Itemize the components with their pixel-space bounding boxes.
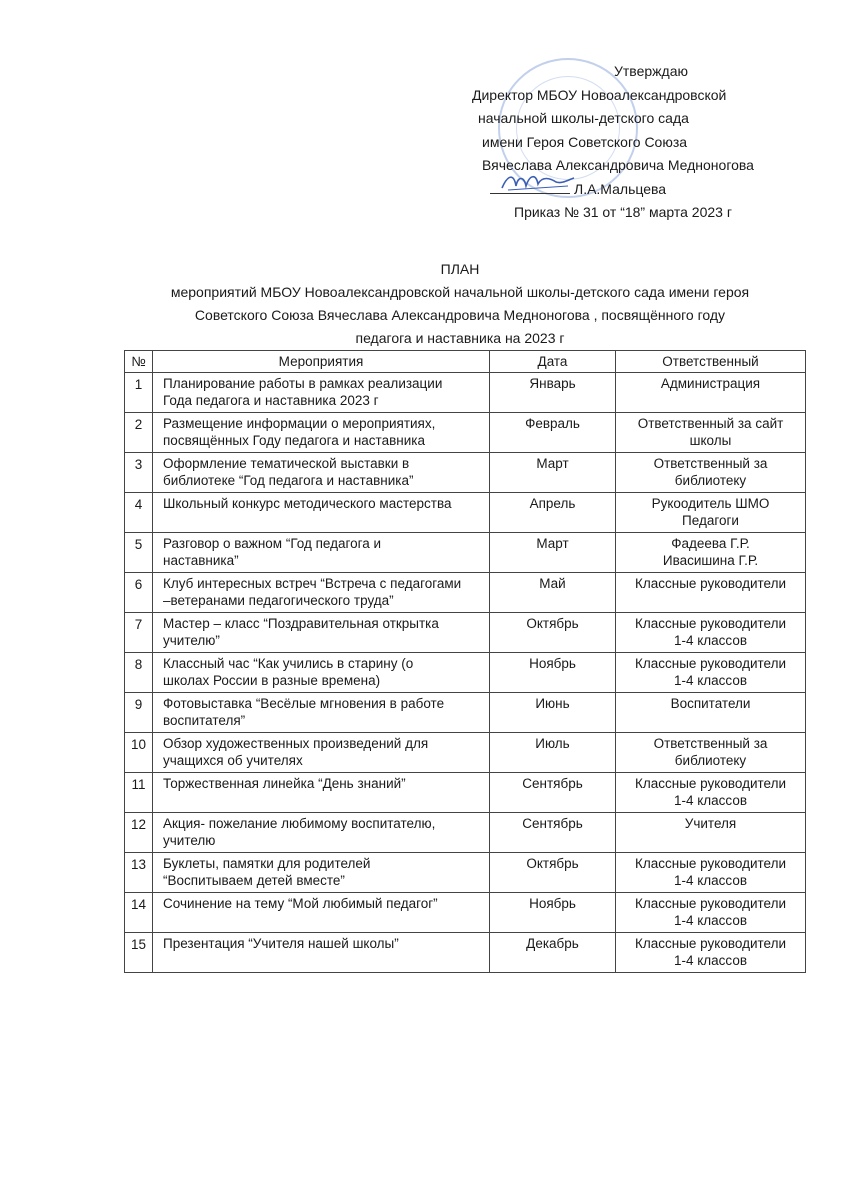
row-responsible: Классные руководители 1-4 классов — [616, 933, 806, 973]
row-number: 6 — [125, 573, 153, 613]
row-date: Декабрь — [490, 933, 616, 973]
row-number: 14 — [125, 893, 153, 933]
table-row — [125, 813, 806, 853]
table-row — [125, 893, 806, 933]
row-date: Январь — [490, 373, 616, 413]
heading-line-3: Советского Союза Вячеслава Александровича Медноногова , посвящённого году — [194, 307, 726, 323]
row-event: Обзор художественных произведений для учащихся об учителях — [153, 733, 490, 773]
row-number: 8 — [125, 653, 153, 693]
table-row — [125, 573, 806, 613]
approval-order: Приказ № 31 от “18” марта 2023 г — [514, 204, 732, 220]
row-responsible: Ответственный за сайт школы — [616, 413, 806, 453]
header-responsible: Ответственный — [616, 351, 806, 373]
row-number: 7 — [125, 613, 153, 653]
row-responsible: Классные руководители — [616, 573, 806, 613]
row-responsible: Воспитатели — [616, 693, 806, 733]
row-event: Оформление тематической выставки в библиотеке “Год педагога и наставника” — [153, 453, 490, 493]
row-number: 9 — [125, 693, 153, 733]
row-number: 10 — [125, 733, 153, 773]
row-date: Октябрь — [490, 853, 616, 893]
row-event: Школьный конкурс методического мастерства — [153, 493, 490, 533]
header-event: Мероприятия — [153, 351, 490, 373]
row-date: Май — [490, 573, 616, 613]
page-title: ПЛАН — [440, 261, 480, 277]
table-header-row — [125, 351, 806, 373]
table-row — [125, 413, 806, 453]
row-number: 3 — [125, 453, 153, 493]
row-number: 13 — [125, 853, 153, 893]
row-number: 2 — [125, 413, 153, 453]
table-row — [125, 933, 806, 973]
table-row — [125, 613, 806, 653]
approval-school-name-cont: Вячеслава Александровича Медноногова — [482, 157, 754, 173]
row-responsible: Классные руководители 1-4 классов — [616, 773, 806, 813]
row-event: Акция- пожелание любимому воспитателю, учителю — [153, 813, 490, 853]
row-date: Октябрь — [490, 613, 616, 653]
table-row — [125, 853, 806, 893]
row-event: Размещение информации о мероприятиях, посвящённых Году педагога и наставника — [153, 413, 490, 453]
header-date: Дата — [490, 351, 616, 373]
row-event: Сочинение на тему “Мой любимый педагог” — [153, 893, 490, 933]
header-num: № — [125, 351, 153, 373]
row-responsible: Фадеева Г.Р. Ивасишина Г.Р. — [616, 533, 806, 573]
row-event: Фотовыставка “Весёлые мгновения в работе воспитателя” — [153, 693, 490, 733]
row-number: 4 — [125, 493, 153, 533]
heading-line-2: мероприятий МБОУ Новоалександровской начальной школы-детского сада имени героя — [170, 284, 750, 300]
table-row — [125, 493, 806, 533]
row-event: Классный час “Как учились в старину (о школах России в разные времена) — [153, 653, 490, 693]
row-date: Июнь — [490, 693, 616, 733]
row-date: Февраль — [490, 413, 616, 453]
table-row — [125, 733, 806, 773]
row-event: Презентация “Учителя нашей школы” — [153, 933, 490, 973]
row-number: 12 — [125, 813, 153, 853]
row-responsible: Рукоодитель ШМО Педагоги — [616, 493, 806, 533]
table-row — [125, 693, 806, 733]
row-responsible: Классные руководители 1-4 классов — [616, 893, 806, 933]
row-event: Планирование работы в рамках реализации Года педагога и наставника 2023 г — [153, 373, 490, 413]
row-number: 5 — [125, 533, 153, 573]
row-responsible: Учителя — [616, 813, 806, 853]
events-table — [124, 350, 806, 973]
approval-director-name: Л.А.Мальцева — [574, 180, 667, 197]
approval-approve: Утверждаю — [614, 63, 688, 79]
approval-school-name: имени Героя Советского Союза — [482, 133, 688, 150]
row-responsible: Классные руководители 1-4 классов — [616, 653, 806, 693]
table-row — [125, 773, 806, 813]
row-date: Апрель — [490, 493, 616, 533]
table-row — [125, 453, 806, 493]
document-heading — [120, 258, 800, 350]
row-number: 1 — [125, 373, 153, 413]
row-responsible: Ответственный за библиотеку — [616, 733, 806, 773]
row-responsible: Классные руководители 1-4 классов — [616, 613, 806, 653]
table-row — [125, 373, 806, 413]
row-date: Сентябрь — [490, 773, 616, 813]
row-event: Мастер – класс “Поздравительная открытка учителю” — [153, 613, 490, 653]
heading-line-4: педагога и наставника на 2023 г — [355, 330, 565, 346]
row-responsible: Классные руководители 1-4 классов — [616, 853, 806, 893]
row-date: Март — [490, 533, 616, 573]
row-event: Клуб интересных встреч “Встреча с педагогами –ветеранами педагогического труда” — [153, 573, 490, 613]
row-number: 11 — [125, 773, 153, 813]
table-body — [125, 373, 806, 973]
signature-line — [490, 193, 570, 194]
row-date: Ноябрь — [490, 653, 616, 693]
row-date: Ноябрь — [490, 893, 616, 933]
approval-signatory — [462, 178, 762, 202]
approval-school: начальной школы-детского сада — [478, 110, 689, 126]
row-event: Буклеты, памятки для родителей “Воспитываем детей вместе” — [153, 853, 490, 893]
approval-position: Директор МБОУ Новоалександровской — [472, 86, 727, 103]
table-row — [125, 533, 806, 573]
row-event: Торжественная линейка “День знаний” — [153, 773, 490, 813]
row-date: Июль — [490, 733, 616, 773]
row-date: Март — [490, 453, 616, 493]
row-responsible: Администрация — [616, 373, 806, 413]
approval-block — [462, 60, 762, 225]
row-number: 15 — [125, 933, 153, 973]
row-event: Разговор о важном “Год педагога и наставника” — [153, 533, 490, 573]
row-responsible: Ответственный за библиотеку — [616, 453, 806, 493]
table-row — [125, 653, 806, 693]
row-date: Сентябрь — [490, 813, 616, 853]
